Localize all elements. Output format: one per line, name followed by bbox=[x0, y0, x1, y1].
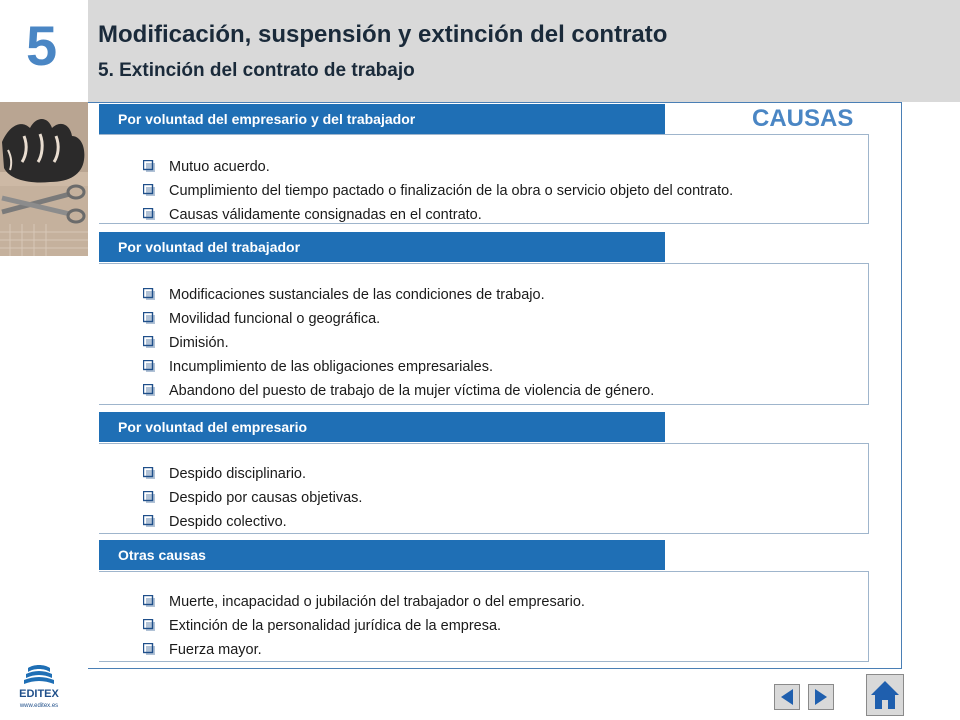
arrow-left-icon bbox=[775, 685, 799, 709]
page-subtitle: 5. Extinción del contrato de trabajo bbox=[98, 60, 415, 81]
bullet-list bbox=[143, 462, 362, 534]
list-item: Dimisión. bbox=[143, 331, 654, 355]
home-button[interactable] bbox=[866, 674, 904, 716]
list-item: Extinción de la personalidad jurídica de la empresa. bbox=[143, 614, 585, 638]
section-box-4 bbox=[99, 571, 869, 662]
checkbox-bullet-icon bbox=[143, 336, 155, 348]
bullet-list bbox=[143, 590, 585, 662]
checkbox-bullet-icon bbox=[143, 360, 155, 372]
checkbox-bullet-icon bbox=[143, 467, 155, 479]
section-heading-3: Por voluntad del empresario bbox=[99, 412, 665, 442]
checkbox-bullet-icon bbox=[143, 312, 155, 324]
next-button[interactable] bbox=[808, 684, 834, 710]
checkbox-bullet-icon bbox=[143, 184, 155, 196]
svg-text:EDITEX: EDITEX bbox=[19, 688, 59, 700]
checkbox-bullet-icon bbox=[143, 491, 155, 503]
header-band bbox=[0, 0, 960, 102]
page-title: Modificación, suspensión y extinción del contrato bbox=[98, 21, 668, 48]
checkbox-bullet-icon bbox=[143, 160, 155, 172]
chapter-number: 5 bbox=[26, 14, 58, 77]
editex-logo bbox=[14, 664, 64, 710]
list-item: Despido colectivo. bbox=[143, 510, 362, 534]
list-item: Movilidad funcional o geográfica. bbox=[143, 307, 654, 331]
list-item: Mutuo acuerdo. bbox=[143, 155, 733, 179]
list-item: Cumplimiento del tiempo pactado o finalización de la obra o servicio objeto del contrato. bbox=[143, 179, 733, 203]
bullet-list bbox=[143, 155, 733, 227]
checkbox-bullet-icon bbox=[143, 619, 155, 631]
list-item: Muerte, incapacidad o jubilación del trabajador o del empresario. bbox=[143, 590, 585, 614]
checkbox-bullet-icon bbox=[143, 595, 155, 607]
list-item: Fuerza mayor. bbox=[143, 638, 585, 662]
arrow-right-icon bbox=[809, 685, 833, 709]
previous-button[interactable] bbox=[774, 684, 800, 710]
section-box-3 bbox=[99, 443, 869, 534]
checkbox-bullet-icon bbox=[143, 208, 155, 220]
list-item: Despido por causas objetivas. bbox=[143, 486, 362, 510]
section-heading-4: Otras causas bbox=[99, 540, 665, 570]
section-box-2 bbox=[99, 263, 869, 405]
section-heading-2: Por voluntad del trabajador bbox=[99, 232, 665, 262]
checkbox-bullet-icon bbox=[143, 515, 155, 527]
section-heading-1: Por voluntad del empresario y del trabajador bbox=[99, 104, 665, 134]
section-box-1 bbox=[99, 134, 869, 224]
causas-label: CAUSAS bbox=[752, 105, 854, 132]
checkbox-bullet-icon bbox=[143, 643, 155, 655]
list-item: Abandono del puesto de trabajo de la mujer víctima de violencia de género. bbox=[143, 379, 654, 403]
hands-scissors-image bbox=[0, 102, 88, 256]
list-item: Causas válidamente consignadas en el contrato. bbox=[143, 203, 733, 227]
list-item: Incumplimiento de las obligaciones empresariales. bbox=[143, 355, 654, 379]
bullet-list bbox=[143, 283, 654, 403]
svg-text:www.editex.es: www.editex.es bbox=[19, 703, 59, 709]
home-icon bbox=[867, 675, 903, 715]
list-item: Despido disciplinario. bbox=[143, 462, 362, 486]
checkbox-bullet-icon bbox=[143, 384, 155, 396]
list-item: Modificaciones sustanciales de las condiciones de trabajo. bbox=[143, 283, 654, 307]
checkbox-bullet-icon bbox=[143, 288, 155, 300]
